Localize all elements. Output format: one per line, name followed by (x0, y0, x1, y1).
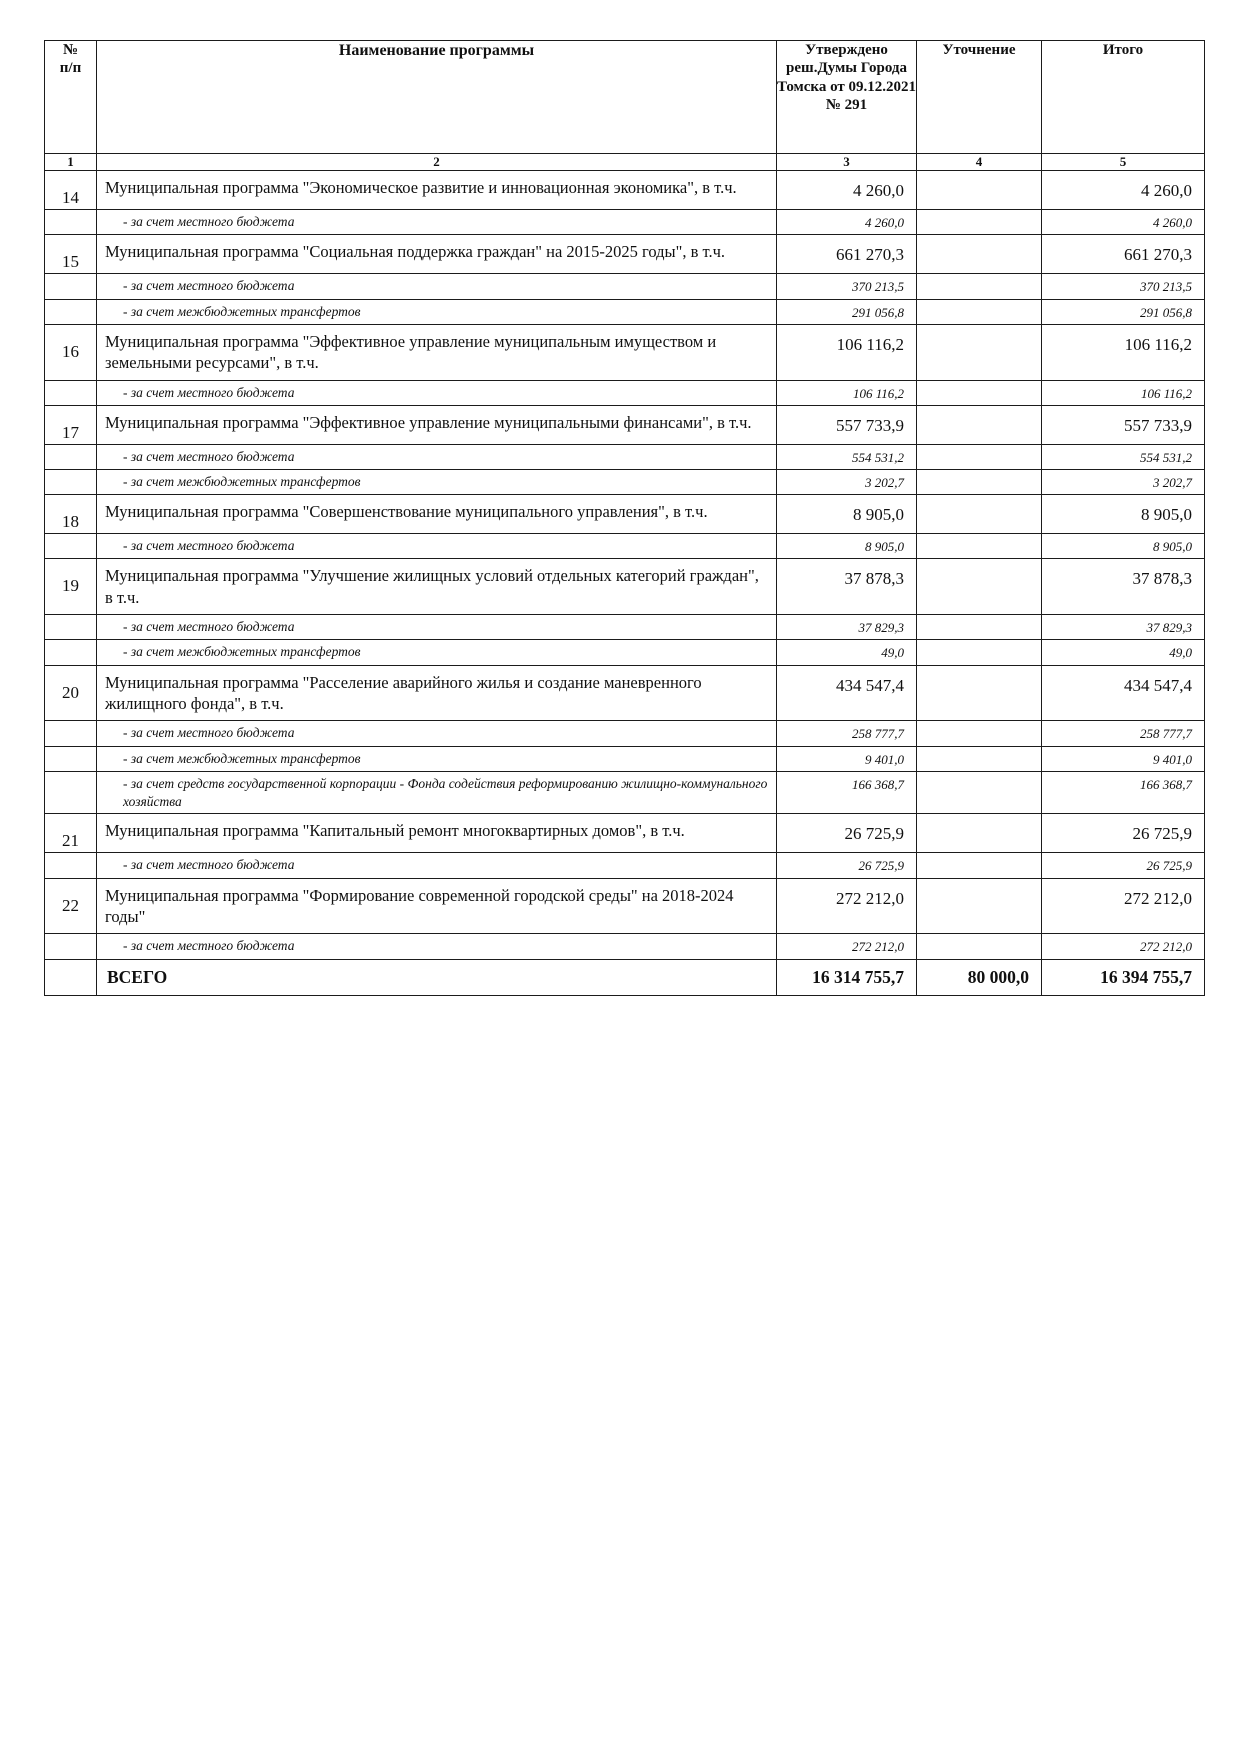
approved-amount-cell: 434 547,4 (777, 665, 917, 721)
approved-amount-cell: 37 829,3 (777, 615, 917, 640)
table-row (45, 559, 1205, 615)
row-number-cell: 21 (45, 814, 97, 853)
header-number-line2: п/п (59, 60, 82, 77)
adjustment-amount-cell (917, 171, 1042, 210)
table-row (45, 444, 1205, 469)
row-number-cell (45, 469, 97, 494)
total-amount-cell: 291 056,8 (1042, 299, 1205, 324)
program-name-cell: - за счет межбюджетных трансфертов (97, 746, 777, 771)
approved-amount-cell: 272 212,0 (777, 878, 917, 934)
approved-amount-cell: 661 270,3 (777, 235, 917, 274)
column-number-3: 3 (777, 154, 917, 171)
total-amount-cell: 258 777,7 (1042, 721, 1205, 746)
total-amount-cell: 370 213,5 (1042, 274, 1205, 299)
row-number-cell: 19 (45, 559, 97, 615)
program-name-cell: - за счет межбюджетных трансфертов (97, 299, 777, 324)
approved-amount-cell: 106 116,2 (777, 324, 917, 380)
row-number-cell (45, 210, 97, 235)
row-number-cell (45, 299, 97, 324)
total-amount-cell: 16 394 755,7 (1042, 959, 1205, 995)
approved-amount-cell: 3 202,7 (777, 469, 917, 494)
adjustment-amount-cell (917, 934, 1042, 959)
adjustment-amount-cell (917, 878, 1042, 934)
program-name-cell: - за счет местного бюджета (97, 721, 777, 746)
adjustment-amount-cell (917, 640, 1042, 665)
adjustment-amount-cell (917, 534, 1042, 559)
approved-amount-cell: 26 725,9 (777, 814, 917, 853)
table-row (45, 853, 1205, 878)
total-amount-cell: 4 260,0 (1042, 171, 1205, 210)
total-amount-cell: 49,0 (1042, 640, 1205, 665)
approved-amount-cell: 291 056,8 (777, 299, 917, 324)
program-name-cell: - за счет местного бюджета (97, 444, 777, 469)
total-amount-cell: 4 260,0 (1042, 210, 1205, 235)
program-name-cell: Муниципальная программа "Улучшение жилищных условий отдельных категорий граждан", в т.ч. (97, 559, 777, 615)
adjustment-amount-cell (917, 444, 1042, 469)
approved-amount-cell: 49,0 (777, 640, 917, 665)
row-number-cell (45, 959, 97, 995)
program-name-cell: - за счет межбюджетных трансфертов (97, 469, 777, 494)
program-name-cell: Муниципальная программа "Совершенствование муниципального управления", в т.ч. (97, 495, 777, 534)
budget-table (44, 40, 1205, 996)
program-name-cell: - за счет местного бюджета (97, 853, 777, 878)
total-amount-cell: 661 270,3 (1042, 235, 1205, 274)
header-cell-number (45, 41, 97, 154)
approved-amount-cell: 272 212,0 (777, 934, 917, 959)
table-header-row (45, 41, 1205, 154)
total-amount-cell: 26 725,9 (1042, 853, 1205, 878)
total-amount-cell: 26 725,9 (1042, 814, 1205, 853)
header-cell-approved: Утверждено реш.Думы Города Томска от 09.12.2021 № 291 (777, 41, 917, 154)
program-name-cell: - за счет средств государственной корпорации - Фонда содействия реформированию жилищно-коммунального хозяйства (97, 771, 777, 814)
row-number-cell (45, 274, 97, 299)
approved-amount-cell: 26 725,9 (777, 853, 917, 878)
program-name-cell: Муниципальная программа "Капитальный ремонт многоквартирных домов", в т.ч. (97, 814, 777, 853)
table-row (45, 771, 1205, 814)
row-number-cell: 17 (45, 405, 97, 444)
table-row (45, 746, 1205, 771)
row-number-cell (45, 934, 97, 959)
header-number-line1: № (62, 42, 79, 58)
adjustment-amount-cell (917, 771, 1042, 814)
program-name-cell: - за счет местного бюджета (97, 380, 777, 405)
row-number-cell (45, 444, 97, 469)
row-number-cell: 20 (45, 665, 97, 721)
approved-amount-cell: 554 531,2 (777, 444, 917, 469)
row-number-cell: 14 (45, 171, 97, 210)
row-number-cell (45, 771, 97, 814)
table-body (45, 41, 1205, 996)
adjustment-amount-cell (917, 235, 1042, 274)
column-number-1: 1 (45, 154, 97, 171)
row-number-cell (45, 534, 97, 559)
approved-amount-cell: 37 878,3 (777, 559, 917, 615)
table-row (45, 274, 1205, 299)
table-row (45, 299, 1205, 324)
adjustment-amount-cell (917, 274, 1042, 299)
program-name-cell: - за счет местного бюджета (97, 934, 777, 959)
approved-amount-cell: 9 401,0 (777, 746, 917, 771)
row-number-cell (45, 615, 97, 640)
table-row (45, 235, 1205, 274)
table-row (45, 534, 1205, 559)
adjustment-amount-cell (917, 559, 1042, 615)
total-amount-cell: 554 531,2 (1042, 444, 1205, 469)
row-number-cell (45, 853, 97, 878)
header-cell-adjustment: Уточнение (917, 41, 1042, 154)
adjustment-amount-cell (917, 324, 1042, 380)
adjustment-amount-cell (917, 210, 1042, 235)
row-number-cell: 22 (45, 878, 97, 934)
column-number-4: 4 (917, 154, 1042, 171)
table-row (45, 615, 1205, 640)
table-row (45, 210, 1205, 235)
header-cell-total: Итого (1042, 41, 1205, 154)
table-row (45, 469, 1205, 494)
total-amount-cell: 9 401,0 (1042, 746, 1205, 771)
row-number-cell: 18 (45, 495, 97, 534)
adjustment-amount-cell (917, 299, 1042, 324)
table-row (45, 721, 1205, 746)
adjustment-amount-cell (917, 405, 1042, 444)
program-name-cell: ВСЕГО (97, 959, 777, 995)
total-amount-cell: 37 878,3 (1042, 559, 1205, 615)
program-name-cell: Муниципальная программа "Эффективное управление муниципальными финансами", в т.ч. (97, 405, 777, 444)
column-number-2: 2 (97, 154, 777, 171)
approved-amount-cell: 166 368,7 (777, 771, 917, 814)
total-amount-cell: 8 905,0 (1042, 495, 1205, 534)
adjustment-amount-cell: 80 000,0 (917, 959, 1042, 995)
total-amount-cell: 434 547,4 (1042, 665, 1205, 721)
approved-amount-cell: 258 777,7 (777, 721, 917, 746)
total-amount-cell: 37 829,3 (1042, 615, 1205, 640)
program-name-cell: Муниципальная программа "Расселение аварийного жилья и создание маневренного жилищного фонда", в т.ч. (97, 665, 777, 721)
program-name-cell: Муниципальная программа "Эффективное управление муниципальным имуществом и земельными ресурсами", в т.ч. (97, 324, 777, 380)
table-row (45, 640, 1205, 665)
program-name-cell: - за счет местного бюджета (97, 534, 777, 559)
adjustment-amount-cell (917, 853, 1042, 878)
table-row (45, 878, 1205, 934)
total-amount-cell: 272 212,0 (1042, 878, 1205, 934)
column-number-row (45, 154, 1205, 171)
program-name-cell: - за счет местного бюджета (97, 210, 777, 235)
row-number-cell (45, 640, 97, 665)
table-row (45, 665, 1205, 721)
program-name-cell: Муниципальная программа "Социальная поддержка граждан" на 2015-2025 годы", в т.ч. (97, 235, 777, 274)
total-amount-cell: 8 905,0 (1042, 534, 1205, 559)
approved-amount-cell: 557 733,9 (777, 405, 917, 444)
row-number-cell (45, 746, 97, 771)
approved-amount-cell: 4 260,0 (777, 210, 917, 235)
adjustment-amount-cell (917, 814, 1042, 853)
adjustment-amount-cell (917, 615, 1042, 640)
approved-amount-cell: 370 213,5 (777, 274, 917, 299)
total-amount-cell: 557 733,9 (1042, 405, 1205, 444)
program-name-cell: - за счет межбюджетных трансфертов (97, 640, 777, 665)
table-row (45, 171, 1205, 210)
table-row (45, 814, 1205, 853)
row-number-cell (45, 721, 97, 746)
header-cell-name: Наименование программы (97, 41, 777, 154)
table-row (45, 405, 1205, 444)
adjustment-amount-cell (917, 665, 1042, 721)
adjustment-amount-cell (917, 469, 1042, 494)
approved-amount-cell: 106 116,2 (777, 380, 917, 405)
approved-amount-cell: 16 314 755,7 (777, 959, 917, 995)
adjustment-amount-cell (917, 380, 1042, 405)
total-amount-cell: 272 212,0 (1042, 934, 1205, 959)
total-amount-cell: 106 116,2 (1042, 324, 1205, 380)
row-number-cell: 16 (45, 324, 97, 380)
row-number-cell (45, 380, 97, 405)
column-number-5: 5 (1042, 154, 1205, 171)
program-name-cell: - за счет местного бюджета (97, 274, 777, 299)
table-row (45, 959, 1205, 995)
approved-amount-cell: 8 905,0 (777, 495, 917, 534)
table-row (45, 934, 1205, 959)
total-amount-cell: 3 202,7 (1042, 469, 1205, 494)
row-number-cell: 15 (45, 235, 97, 274)
program-name-cell: Муниципальная программа "Формирование современной городской среды" на 2018-2024 годы" (97, 878, 777, 934)
total-amount-cell: 166 368,7 (1042, 771, 1205, 814)
adjustment-amount-cell (917, 721, 1042, 746)
adjustment-amount-cell (917, 495, 1042, 534)
approved-amount-cell: 8 905,0 (777, 534, 917, 559)
table-row (45, 495, 1205, 534)
approved-amount-cell: 4 260,0 (777, 171, 917, 210)
table-row (45, 324, 1205, 380)
program-name-cell: - за счет местного бюджета (97, 615, 777, 640)
total-amount-cell: 106 116,2 (1042, 380, 1205, 405)
adjustment-amount-cell (917, 746, 1042, 771)
program-name-cell: Муниципальная программа "Экономическое развитие и инновационная экономика", в т.ч. (97, 171, 777, 210)
table-row (45, 380, 1205, 405)
